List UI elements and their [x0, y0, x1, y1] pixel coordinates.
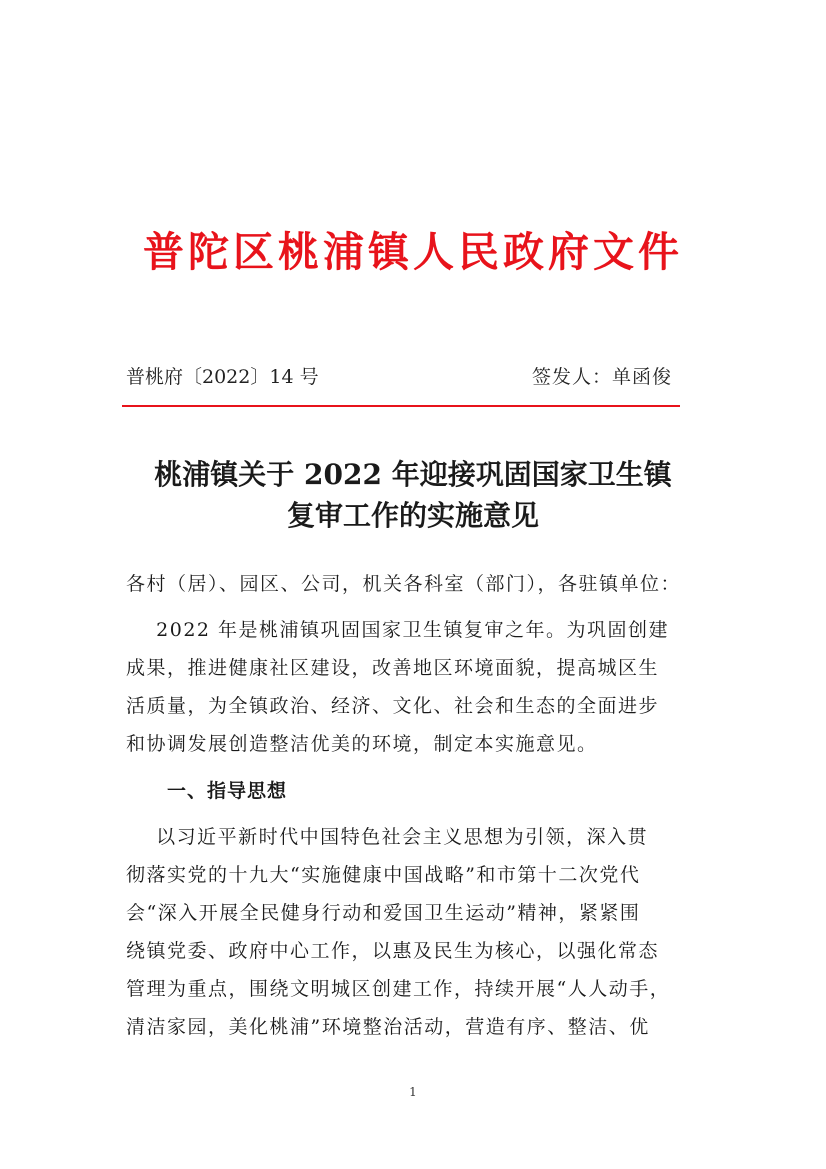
paragraph-2-line-2: 彻落实党的十九大“实施健康中国战略”和市第十二次党代: [126, 864, 641, 886]
section-heading-guiding-ideology: 一、指导思想: [167, 780, 288, 802]
paragraph-1-line-2: 成果，推进健康社区建设，改善地区环境面貌，提高城区生: [126, 657, 660, 679]
paragraph-2-line-5: 管理为重点，围绕文明城区创建工作，持续开展“人人动手，: [126, 978, 671, 1000]
paragraph-1-line-1: 2022 年是桃浦镇巩固国家卫生镇复审之年。为巩固创建: [126, 619, 670, 641]
paragraph-1-line-4: 和协调发展创造整洁优美的环境，制定本实施意见。: [126, 733, 598, 755]
red-divider-line: [122, 405, 680, 407]
page-number: 1: [409, 1085, 417, 1099]
salutation: 各村（居）、园区、公司，机关各科室（部门），各驻镇单位：: [126, 573, 682, 595]
paragraph-2-line-1: 以习近平新时代中国特色社会主义思想为引领，深入贯: [126, 826, 649, 848]
document-title-line-2: 复审工作的实施意见: [286, 499, 539, 532]
paragraph-2-line-3: 会“深入开展全民健身行动和爱国卫生运动”精神，紧紧围: [126, 902, 641, 924]
document-title-line-1: 桃浦镇关于 2022 年迎接巩固国家卫生镇: [154, 458, 672, 491]
document-header-title: 普陀区桃浦镇人民政府文件: [143, 228, 683, 276]
paragraph-2-line-6: 清洁家园，美化桃浦”环境整治活动，营造有序、整洁、优: [126, 1016, 650, 1038]
document-number: 普桃府〔2022〕14 号: [126, 366, 319, 388]
paragraph-2-line-4: 绕镇党委、政府中心工作，以惠及民生为核心，以强化常态: [126, 940, 660, 962]
paragraph-1-line-3: 活质量，为全镇政治、经济、文化、社会和生态的全面进步: [126, 695, 660, 717]
signer-label: 签发人：单函俊: [532, 366, 673, 388]
